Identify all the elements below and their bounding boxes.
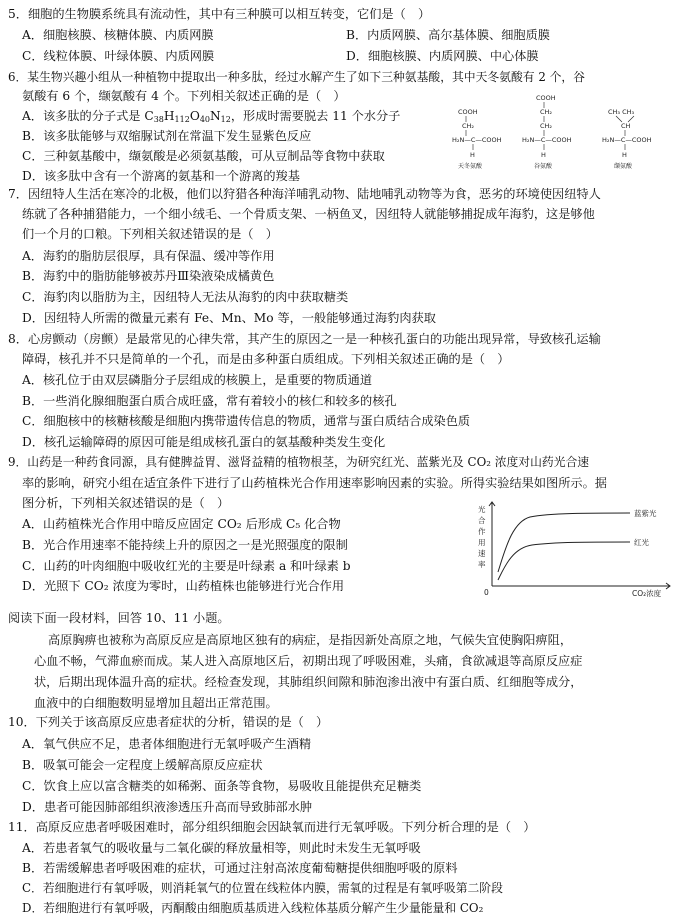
reading-para-line2: 心血不畅，气滞血瘀而成。某人进入高原地区后，初期出现了呼吸困难，头痛，食欲减退等高原反应症 <box>34 654 583 668</box>
q9-option-d: D．光照下 CO₂ 浓度为零时，山药植株也能够进行光合作用 <box>22 579 345 593</box>
q8-option-c: C．细胞核中的核糖核酸是细胞内携带遗传信息的物质，通常与蛋白质结合成染色质 <box>22 414 471 428</box>
q10-stem: 10．下列关于该高原反应患者症状的分析，错误的是（ ） <box>8 715 329 729</box>
photosynthesis-rate-chart <box>470 500 680 600</box>
q6-stem-line2: 氨酸有 6 个，缬氨酸有 4 个。下列相关叙述正确的是（ ） <box>22 89 346 103</box>
q5-option-b: B．内质网膜、高尔基体膜、细胞质膜 <box>346 28 550 42</box>
q6-option-a: A．该多肽的分子式是 $C_{38}H_{112}O_{40}N_{12}$，形成时需要脱去 11 个水分子 <box>22 109 401 124</box>
q10-option-b: B．吸氧可能会一定程度上缓解高原反应症状 <box>22 758 263 772</box>
q11-option-c: C．若细胞进行有氧呼吸，则消耗氧气的位置在线粒体内膜，需氧的过程是有氧呼吸第二阶段 <box>22 881 503 895</box>
q7-option-d: D．因纽特人所需的微量元素有 Fe、Mn、Mo 等，一般能够通过海豹肉获取 <box>22 311 436 325</box>
svg-text:CH₂: CH₂ <box>540 108 553 116</box>
reading-para-line3: 状，后期出现体温升高的症状。经检查发现，其肺组织间隙和肺泡渗出液中有蛋白质、红细胞等成分， <box>34 675 583 689</box>
origin-label: 0 <box>484 588 489 597</box>
amino-acid-structures-figure <box>450 92 686 172</box>
q8-option-b: B．一些消化腺细胞蛋白质合成旺盛，常有着较小的核仁和较多的核孔 <box>22 394 397 408</box>
q10-option-a: A．氧气供应不足，患者体细胞进行无氧呼吸产生酒精 <box>22 737 312 751</box>
q5-option-d: D．细胞核膜、内质网膜、中心体膜 <box>346 49 539 63</box>
q9-option-c: C．山药的叶肉细胞中吸收红光的主要是叶绿素 a 和叶绿素 b <box>22 559 351 573</box>
q11-option-b: B．若需缓解患者呼吸困难的症状，可通过注射高浓度葡萄糖提供细胞呼吸的原料 <box>22 861 458 875</box>
q6-option-c: C．三种氨基酸中，缬氨酸是必须氨基酸，可从豆制品等食物中获取 <box>22 149 385 163</box>
x-axis-label: CO₂浓度 <box>632 589 662 598</box>
q5-option-c: C．线粒体膜、叶绿体膜、内质网膜 <box>22 49 215 63</box>
q9-option-b: B．光合作用速率不能持续上升的原因之一是光照强度的限制 <box>22 538 348 552</box>
y-axis-label-char-2: 合 <box>478 516 486 525</box>
aspartic-acid-label: 天冬氨酸 <box>458 163 483 170</box>
y-axis-label-char-1: 光 <box>478 505 486 514</box>
q10-option-d: D．患者可能因肺部组织液渗透压升高而导致肺部水肿 <box>22 800 313 814</box>
y-axis-label-char-3: 作 <box>478 527 486 536</box>
svg-text:CH₃ CH₃: CH₃ CH₃ <box>608 108 635 116</box>
q11-stem: 11．高原反应患者呼吸困难时，部分组织细胞会因缺氧而进行无氧呼吸。下列分析合理的是（ ） <box>8 820 536 834</box>
q7-option-b: B．海豹中的脂肪能够被苏丹Ⅲ染液染成橘黄色 <box>22 269 275 283</box>
q9-option-a: A．山药植株光合作用中暗反应固定 CO₂ 后形成 C₅ 化合物 <box>22 517 341 531</box>
glutamic-acid-label: 谷氨酸 <box>534 163 553 170</box>
q5-stem: 5．细胞的生物膜系统具有流动性，其中有三种膜可以相互转变，它们是（ ） <box>8 7 431 21</box>
q9-stem-line2: 率的影响，研究小组在适宜条件下进行了山药植株光合作用速率影响因素的实验。所得实验结果如图所示。据 <box>22 476 607 490</box>
q10-option-c: C．饮食上应以富含糖类的如稀粥、面条等食物，易吸收且能提供充足糖类 <box>22 779 422 793</box>
q8-stem-line1: 8．心房颤动（房颤）是最常见的心律失常，其产生的原因之一是一种核孔蛋白的功能出现异常，导致核孔运输 <box>8 332 601 346</box>
reading-para-line1: 高原胸痹也被称为高原反应是高原地区独有的病症，是指因新处高原之地，气候失宜使胸阳痹阻， <box>48 633 573 647</box>
svg-text:H: H <box>470 151 475 159</box>
series-red-line <box>498 542 630 580</box>
q11-option-d: D．若细胞进行有氧呼吸，丙酮酸由细胞质基质进入线粒体基质分解产生少量能量和 CO₂ <box>22 901 484 915</box>
q11-option-a: A．若患者氧气的吸收量与二氧化碳的释放量相等，则此时未发生无氧呼吸 <box>22 841 421 855</box>
q6-option-d: D．该多肽中含有一个游离的氨基和一个游离的羧基 <box>22 169 300 183</box>
q7-option-a: A．海豹的脂肪层很厚，具有保温、缓冲等作用 <box>22 249 275 263</box>
svg-text:H₂N—C—COOH: H₂N—C—COOH <box>522 136 572 144</box>
svg-text:COOH: COOH <box>536 94 556 102</box>
y-axis-label-char-5: 速 <box>478 549 486 558</box>
q9-stem-line3: 图分析，下列相关叙述错误的是（ ） <box>22 496 230 510</box>
reading-para-line4: 血液中的白细胞数明显增加且超出正常范围。 <box>34 696 278 710</box>
svg-text:H₂N—C—COOH: H₂N—C—COOH <box>602 136 652 144</box>
q6-stem-line1: 6．某生物兴趣小组从一种植物中提取出一种多肽，经过水解产生了如下三种氨基酸，其中天冬氨酸有 2 个，谷 <box>8 70 585 84</box>
q6-option-b: B．该多肽能够与双缩脲试剂在常温下发生显紫色反应 <box>22 129 312 143</box>
svg-text:H₂N—C—COOH: H₂N—C—COOH <box>452 136 502 144</box>
legend-red: 红光 <box>634 538 649 547</box>
svg-text:COOH: COOH <box>458 108 478 116</box>
valine-label: 缬氨酸 <box>614 163 633 170</box>
reading-intro: 阅读下面一段材料，回答 10、11 小题。 <box>8 611 230 625</box>
svg-text:CH: CH <box>621 122 631 130</box>
svg-text:CH₂: CH₂ <box>462 122 475 130</box>
q7-stem-line3: 们一个月的口粮。下列相关叙述错误的是（ ） <box>22 227 278 241</box>
q5-option-a: A．细胞核膜、核糖体膜、内质网膜 <box>22 28 214 42</box>
q7-option-c: C．海豹肉以脂肪为主，因纽特人无法从海豹的肉中获取糖类 <box>22 290 349 304</box>
q7-stem-line1: 7．因纽特人生活在寒冷的北极，他们以狩猎各种海洋哺乳动物、陆地哺乳动物等为食，恶劣的环境使因纽特人 <box>8 187 601 201</box>
q7-stem-line2: 练就了各种捕猎能力，一个细小绒毛、一个骨质支架、一柄鱼叉，因纽特人就能够捕捉成年海豹，这是够他 <box>22 207 595 221</box>
y-axis-label-char-6: 率 <box>478 560 486 569</box>
q8-option-d: D．核孔运输障碍的原因可能是组成核孔蛋白的氨基酸种类发生变化 <box>22 435 386 449</box>
svg-text:H: H <box>622 151 627 159</box>
svg-text:H: H <box>541 151 546 159</box>
q9-stem-line1: 9．山药是一种药食同源，具有健脾益胃、滋肾益精的植物根茎，为研究红光、蓝紫光及 CO₂ 浓度对山药光合速 <box>8 455 590 469</box>
q8-stem-line2: 障碍，核孔并不只是简单的一个孔，而是由多种蛋白质组成。下列相关叙述正确的是（ ） <box>22 352 510 366</box>
y-axis-label-char-4: 用 <box>478 538 486 547</box>
svg-text:CH₂: CH₂ <box>540 122 553 130</box>
legend-blue-violet: 蓝紫光 <box>634 509 657 518</box>
q8-option-a: A．核孔位于由双层磷脂分子层组成的核膜上，是重要的物质通道 <box>22 373 373 387</box>
